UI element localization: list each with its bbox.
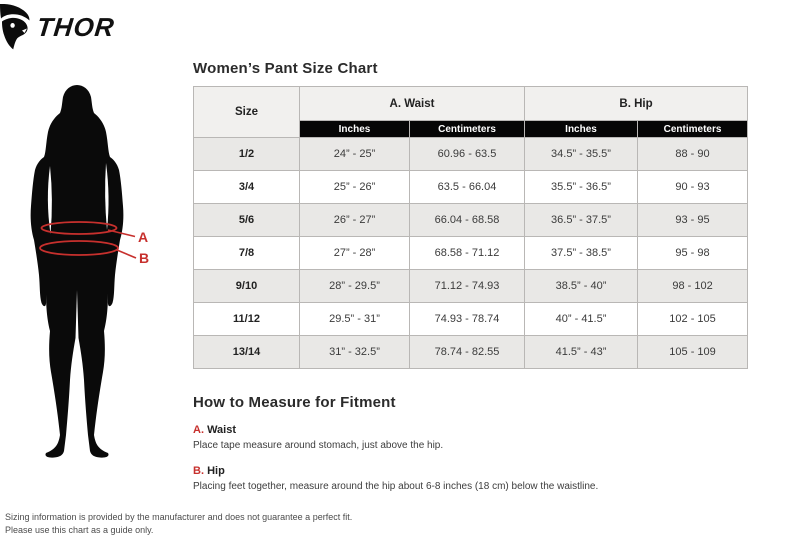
- table-row: [194, 237, 748, 270]
- measure-title: How to Measure for Fitment: [193, 394, 396, 411]
- size-chart-table: [193, 86, 748, 369]
- table-row: [194, 204, 748, 237]
- value-cell: 105 - 109: [638, 336, 748, 369]
- table-row: [194, 336, 748, 369]
- disclaimer-line-2: Please use this chart as a guide only.: [5, 524, 154, 535]
- value-cell: 29.5” - 31”: [300, 303, 410, 336]
- value-cell: 37.5” - 38.5”: [525, 237, 638, 270]
- table-row: [194, 270, 748, 303]
- table-row: [194, 138, 748, 171]
- measure-desc-hip: Placing feet together, measure around the hip about 6-8 inches (18 cm) below the waistline.: [193, 481, 599, 493]
- value-cell: 28” - 29.5”: [300, 270, 410, 303]
- measure-key-b: B.: [193, 465, 204, 478]
- woman-silhouette: [31, 85, 124, 458]
- unit-header-waist-inches: Inches: [300, 121, 410, 138]
- value-cell: 93 - 95: [638, 204, 748, 237]
- size-cell: 9/10: [194, 270, 300, 303]
- value-cell: 63.5 - 66.04: [410, 171, 525, 204]
- size-cell: 1/2: [194, 138, 300, 171]
- waist-label-a: A: [138, 229, 149, 245]
- thor-goat-icon: [0, 4, 34, 50]
- measure-label-hip: Hip: [207, 465, 225, 478]
- size-cell: 3/4: [194, 171, 300, 204]
- measure-section: [193, 394, 747, 493]
- hip-pointer-line: [117, 250, 136, 258]
- unit-header-hip-inches: Inches: [525, 121, 638, 138]
- disclaimer-line-1: Sizing information is provided by the manufacturer and does not guarantee a perfect fit.: [5, 512, 353, 522]
- unit-header-waist-centimeters: Centimeters: [410, 121, 525, 138]
- measure-item-heading: [193, 424, 747, 437]
- measure-item-waist: [193, 424, 747, 452]
- brand-logo: [0, 4, 115, 50]
- measurement-figure: [20, 60, 190, 480]
- size-table-body: [194, 138, 748, 369]
- brand-wordmark: THOR: [35, 12, 117, 42]
- size-cell: 7/8: [194, 237, 300, 270]
- value-cell: 26” - 27”: [300, 204, 410, 237]
- measure-item-hip: [193, 465, 747, 493]
- value-cell: 98 - 102: [638, 270, 748, 303]
- value-cell: 95 - 98: [638, 237, 748, 270]
- value-cell: 66.04 - 68.58: [410, 204, 525, 237]
- column-header-waist: A. Waist: [300, 87, 525, 121]
- column-header-hip: B. Hip: [525, 87, 748, 121]
- value-cell: 78.74 - 82.55: [410, 336, 525, 369]
- value-cell: 102 - 105: [638, 303, 748, 336]
- value-cell: 38.5” - 40”: [525, 270, 638, 303]
- unit-header-hip-centimeters: Centimeters: [638, 121, 748, 138]
- main-content: [193, 60, 747, 506]
- measure-label-waist: Waist: [207, 424, 236, 436]
- table-row: [194, 171, 748, 204]
- size-cell: 11/12: [194, 303, 300, 336]
- value-cell: 71.12 - 74.93: [410, 270, 525, 303]
- value-cell: 88 - 90: [638, 138, 748, 171]
- size-cell: 13/14: [194, 336, 300, 369]
- value-cell: 24” - 25”: [300, 138, 410, 171]
- chart-title: Women’s Pant Size Chart: [193, 60, 378, 77]
- disclaimer: [5, 511, 352, 536]
- value-cell: 25” - 26”: [300, 171, 410, 204]
- value-cell: 31” - 32.5”: [300, 336, 410, 369]
- value-cell: 34.5” - 35.5”: [525, 138, 638, 171]
- value-cell: 40” - 41.5”: [525, 303, 638, 336]
- measure-item-heading: [193, 465, 747, 478]
- value-cell: 60.96 - 63.5: [410, 138, 525, 171]
- value-cell: 41.5” - 43”: [525, 336, 638, 369]
- value-cell: 74.93 - 78.74: [410, 303, 525, 336]
- measure-key-a: A.: [193, 424, 204, 436]
- value-cell: 35.5” - 36.5”: [525, 171, 638, 204]
- table-row: [194, 303, 748, 336]
- measure-desc-waist: Place tape measure around stomach, just above the hip.: [193, 440, 444, 452]
- value-cell: 27” - 28”: [300, 237, 410, 270]
- size-cell: 5/6: [194, 204, 300, 237]
- value-cell: 68.58 - 71.12: [410, 237, 525, 270]
- hip-label-b: B: [139, 250, 150, 266]
- value-cell: 90 - 93: [638, 171, 748, 204]
- value-cell: 36.5” - 37.5”: [525, 204, 638, 237]
- column-header-size: Size: [194, 87, 300, 138]
